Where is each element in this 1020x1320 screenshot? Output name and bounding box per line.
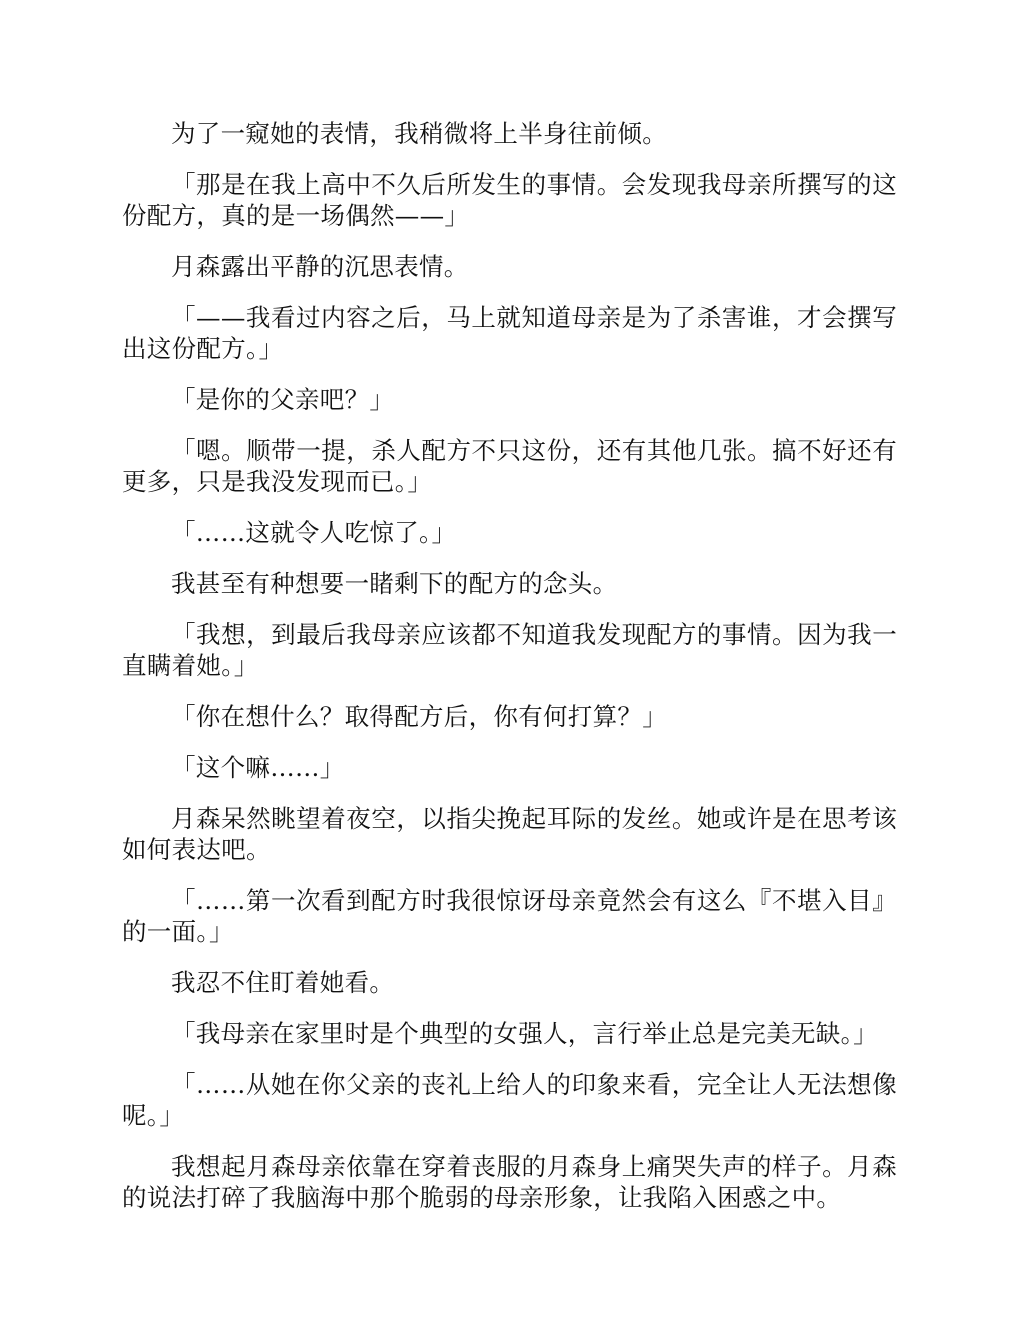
paragraph: 我想起月森母亲依靠在穿着丧服的月森身上痛哭失声的样子。月森的说法打碎了我脑海中那个脆弱的母亲形象，让我陷入困惑之中。 [122, 1152, 897, 1212]
paragraph: 月森露出平静的沉思表情。 [171, 252, 469, 281]
paragraph: 月森呆然眺望着夜空，以指尖挽起耳际的发丝。她或许是在思考该如何表达吧。 [122, 804, 897, 864]
paragraph: 我甚至有种想要一睹剩下的配方的念头。 [171, 569, 618, 598]
paragraph: 「是你的父亲吧？」 [171, 385, 395, 414]
paragraph: 「……这就令人吃惊了。」 [171, 518, 457, 547]
paragraph: 「这个嘛……」 [171, 753, 345, 782]
paragraph: 「你在想什么？取得配方后，你有何打算？」 [171, 702, 667, 731]
paragraph: 「那是在我上高中不久后所发生的事情。会发现我母亲所撰写的这份配方，真的是一场偶然——」 [122, 170, 897, 230]
paragraph: 我忍不住盯着她看。 [171, 968, 395, 997]
page-body [122, 118, 897, 1233]
paragraph: 「……从她在你父亲的丧礼上给人的印象来看，完全让人无法想像呢。」 [122, 1070, 897, 1130]
paragraph: 「嗯。顺带一提，杀人配方不只这份，还有其他几张。搞不好还有更多，只是我没发现而已。」 [122, 436, 897, 496]
paragraph: 「——我看过内容之后，马上就知道母亲是为了杀害谁，才会撰写出这份配方。」 [122, 303, 897, 363]
paragraph: 「……第一次看到配方时我很惊讶母亲竟然会有这么『不堪入目』的一面。」 [122, 886, 897, 946]
paragraph: 「我想，到最后我母亲应该都不知道我发现配方的事情。因为我一直瞒着她。」 [122, 620, 897, 680]
paragraph: 「我母亲在家里时是个典型的女强人，言行举止总是完美无缺。」 [171, 1019, 878, 1048]
paragraph: 为了一窥她的表情，我稍微将上半身往前倾。 [171, 119, 667, 148]
